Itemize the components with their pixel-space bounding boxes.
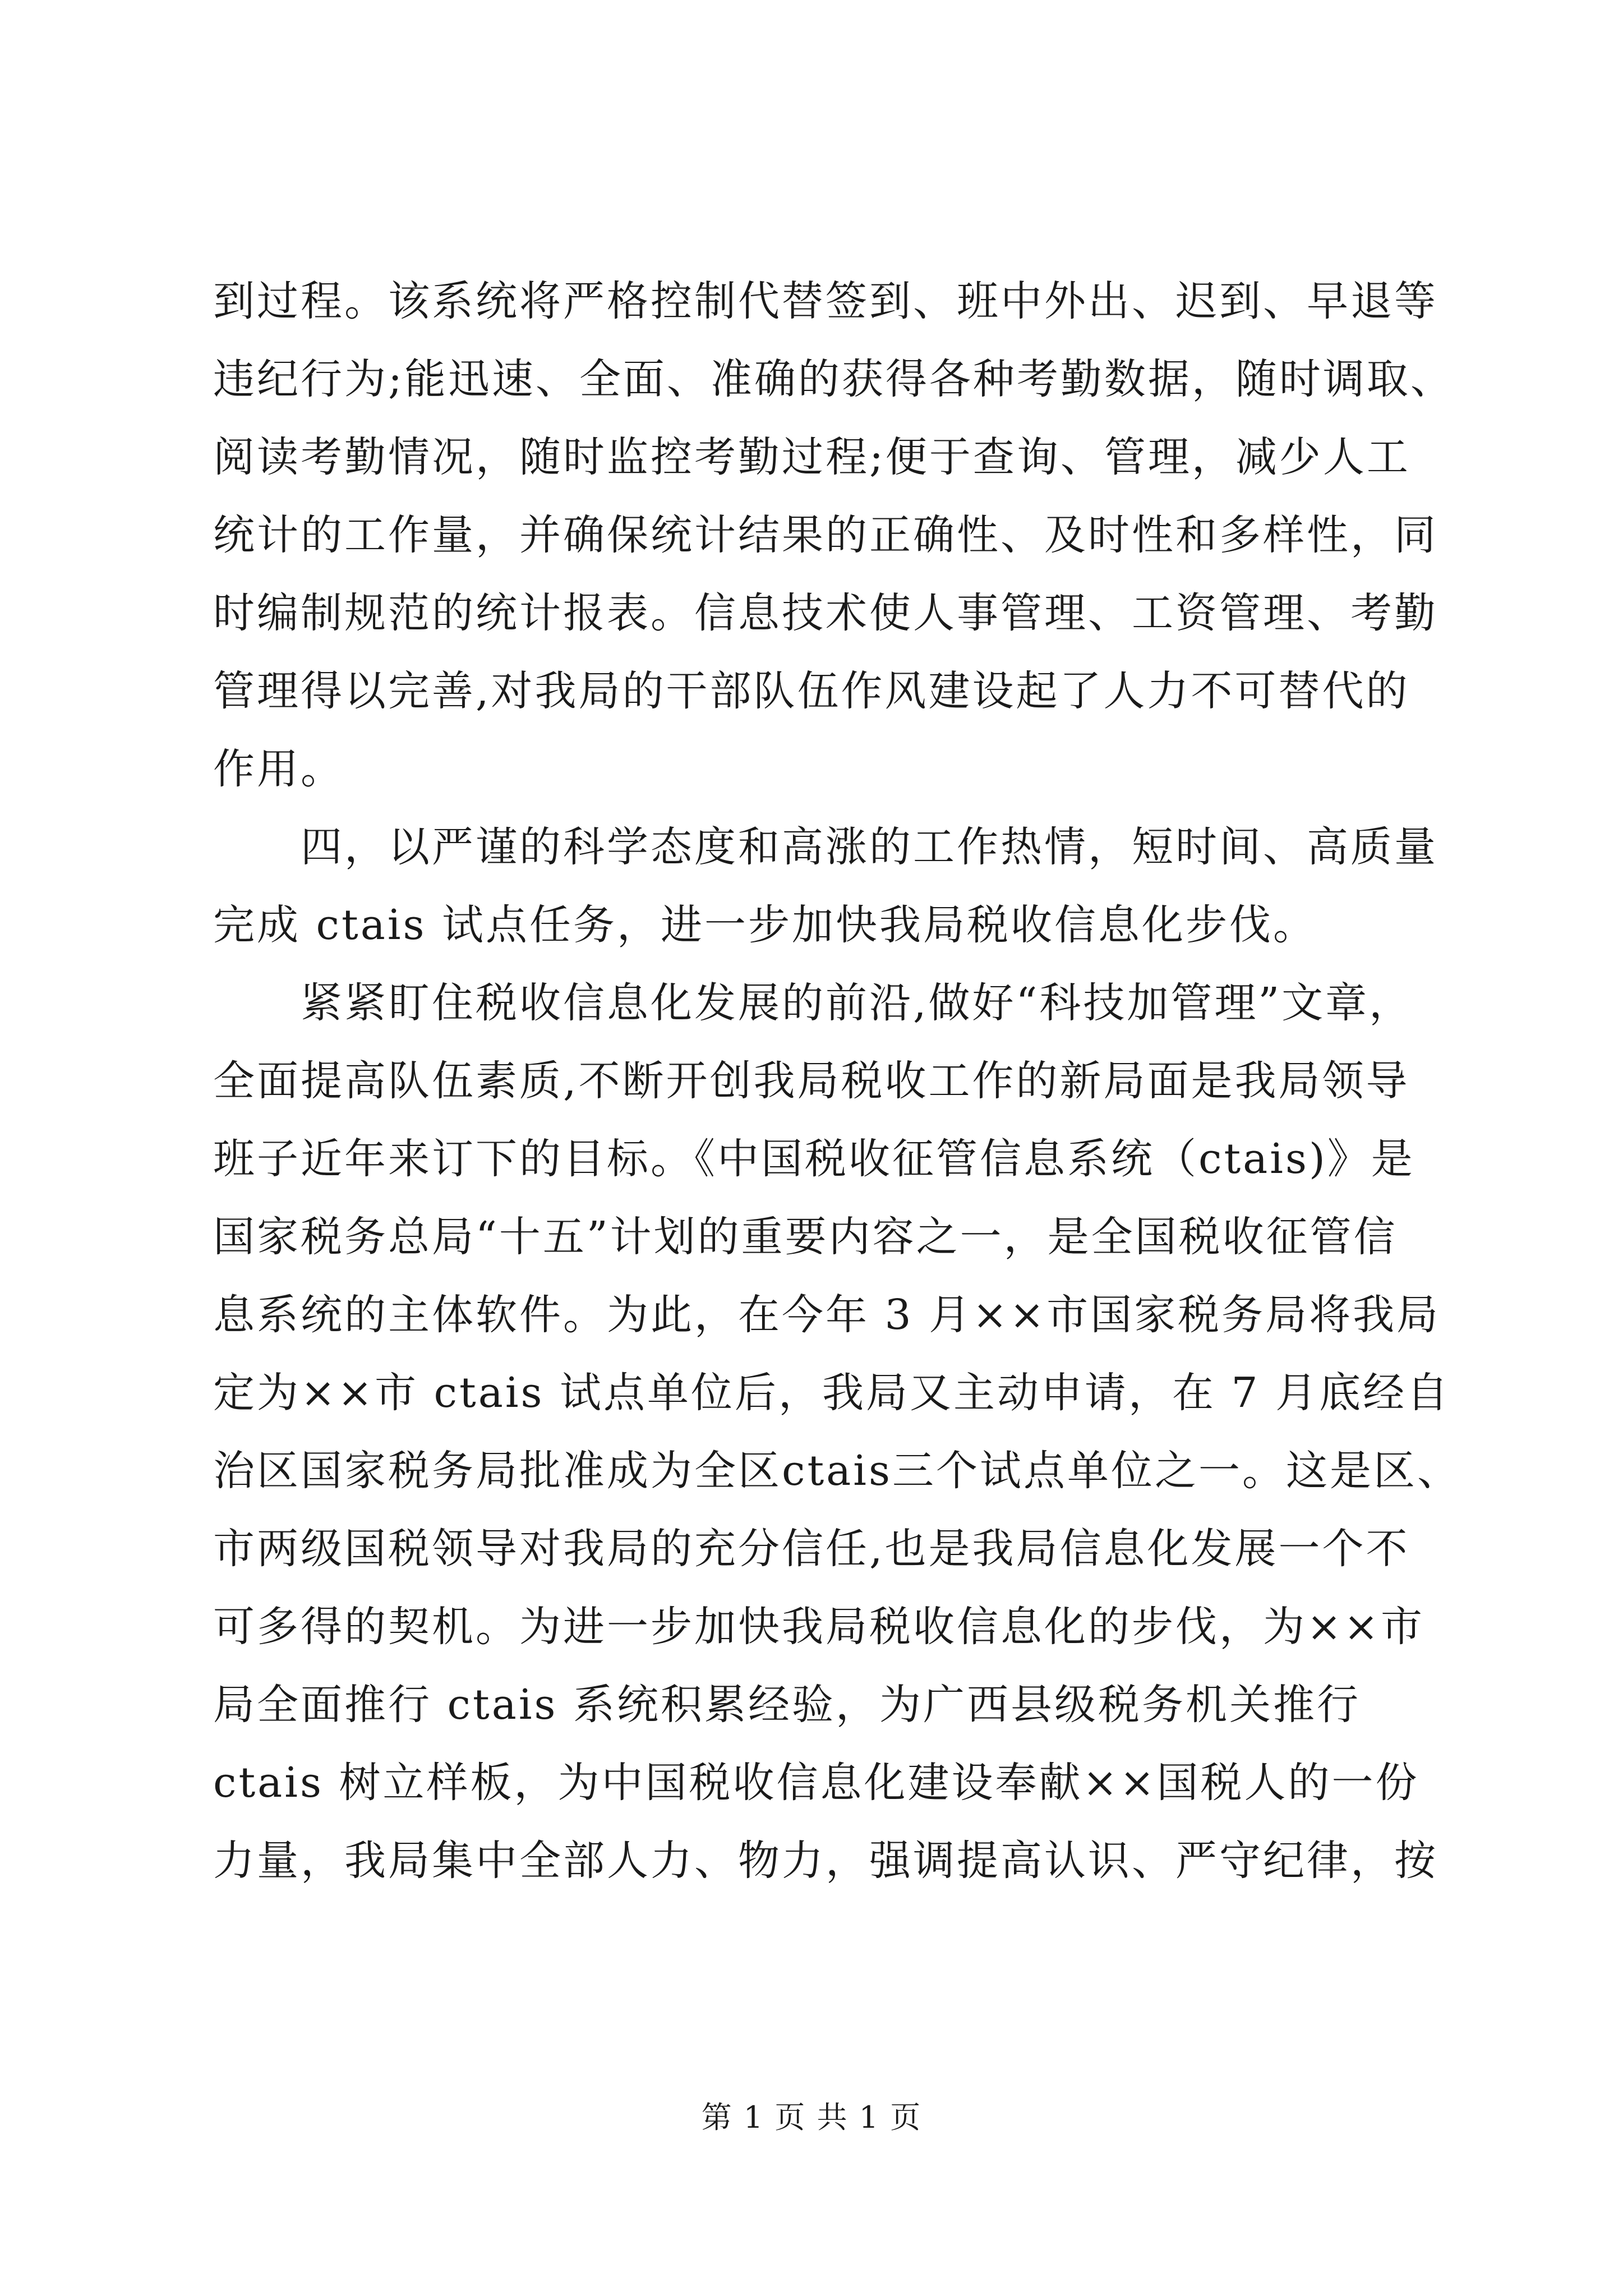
text-line: 力量，我局集中全部人力、物力，强调提高认识、严守纪律，按 xyxy=(213,1837,1438,1885)
text-line: 阅读考勤情况，随时监控考勤过程;便于查询、管理，减少人工 xyxy=(213,433,1410,481)
text-line: 完成 ctais 试点任务，进一步加快我局税收信息化步伐。 xyxy=(213,901,1317,949)
text-line: 国家税务总局“十五”计划的重要内容之一，是全国税收征管信 xyxy=(213,1213,1398,1261)
text-line: 作用。 xyxy=(213,745,344,793)
paragraph-start-line: 紧紧盯住税收信息化发展的前沿,做好“科技加管理”文章， xyxy=(301,979,1413,1027)
text-line: 违纪行为;能迅速、全面、准确的获得各种考勤数据，随时调取、 xyxy=(213,355,1454,403)
page-number: 第 1 页 共 1 页 xyxy=(701,2100,922,2135)
paragraph-start-line: 四，以严谨的科学态度和高涨的工作热情，短时间、高质量 xyxy=(301,823,1438,871)
text-line: 统计的工作量，并确保统计结果的正确性、及时性和多样性，同 xyxy=(213,511,1438,559)
text-line: 时编制规范的统计报表。信息技术使人事管理、工资管理、考勤 xyxy=(213,589,1438,637)
body-text xyxy=(213,263,1469,1900)
text-line: 管理得以完善,对我局的干部队伍作风建设起了人力不可替代的 xyxy=(213,667,1410,715)
text-line: 可多得的契机。为进一步加快我局税收信息化的步伐，为××市 xyxy=(213,1603,1425,1651)
text-line: 治区国家税务局批准成为全区ctais三个试点单位之一。这是区、 xyxy=(213,1447,1461,1495)
page-footer xyxy=(0,2095,1623,2140)
text-line: 到过程。该系统将严格控制代替签到、班中外出、迟到、早退等 xyxy=(213,277,1438,325)
text-line: 班子近年来订下的目标。《中国税收征管信息系统（ctais)》是 xyxy=(213,1135,1415,1183)
text-line: 息系统的主体软件。为此，在今年 3 月××市国家税务局将我局 xyxy=(213,1291,1441,1339)
text-line: 定为××市 ctais 试点单位后，我局又主动申请，在 7 月底经自 xyxy=(213,1369,1451,1417)
text-line: 市两级国税领导对我局的充分信任,也是我局信息化发展一个不 xyxy=(213,1525,1410,1573)
text-line: ctais 树立样板，为中国税收信息化建设奉献××国税人的一份 xyxy=(213,1759,1419,1807)
text-line: 局全面推行 ctais 系统积累经验，为广西县级税务机关推行 xyxy=(213,1681,1361,1729)
text-line: 全面提高队伍素质,不断开创我局税收工作的新局面是我局领导 xyxy=(213,1057,1410,1105)
